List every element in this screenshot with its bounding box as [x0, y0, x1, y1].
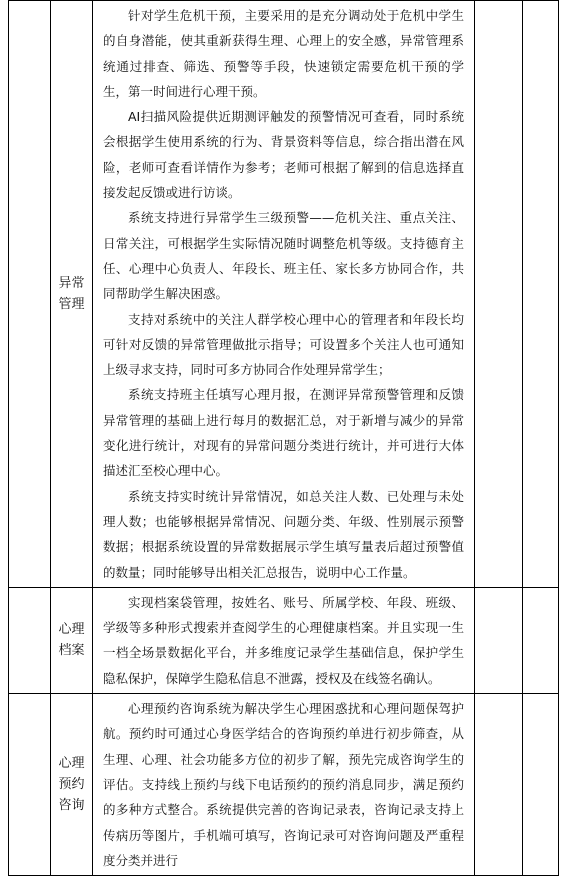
extra-cell: [475, 587, 523, 693]
paragraph: 系统支持班主任填写心理月报，在测评异常预警管理和反馈异常管理的基础上进行每月的数据汇总，对于新增与减少的异常变化进行统计，对现有的异常问题分类进行统计，并可进行大体描述汇至校心理中心。: [103, 387, 464, 479]
extra-cell: [475, 1, 523, 588]
paragraph: 支持对系统中的关注人群学校心理中心的管理者和年段长均可针对反馈的异常管理做批示指导；可设置多个关注人也可通知上级寻求支持，同时可多方协同合作处理异常学生；: [103, 311, 464, 378]
index-cell: [9, 587, 51, 693]
paragraph: 针对学生危机干预，主要采用的是充分调动处于危机中学生的自身潜能，使其重新获得生理、心理上的安全感，异常管理系统通过排查、筛选、预警等手段，快速锁定需要危机干预的学生，第一时间进行心理干预。: [103, 8, 464, 99]
extra-cell: [475, 694, 523, 876]
section-label-cell: [51, 694, 93, 876]
paragraph: 实现档案袋管理，按姓名、账号、所属学校、年段、班级、学级等多种形式搜索并查阅学生的心理健康档案。并且实现一生一档全场景数据化平台，并多维度记录学生基础信息，保护学生隐私保护，保障学生隐私信息不泄露，授权及在线签名确认。: [103, 594, 464, 686]
table-row-appointment: [9, 694, 559, 876]
feature-table: [8, 0, 559, 876]
section-label-cell: [51, 1, 93, 588]
section-content: [93, 1, 475, 588]
paragraph: 系统支持进行异常学生三级预警——危机关注、重点关注、日常关注，可根据学生实际情况随时调整危机等级。支持德育主任、心理中心负责人、年段长、班主任、家长多方协同合作，共同帮助学生解决困惑。: [103, 210, 464, 302]
section-label: 异常管理: [58, 275, 85, 312]
index-cell: [9, 694, 51, 876]
section-content: [93, 694, 475, 876]
table-row-exception-management: [9, 1, 559, 588]
section-label-cell: [51, 587, 93, 693]
paragraph: 心理预约咨询系统为解决学生心理困惑扰和心理问题保驾护航。预约时可通过心身医学结合的咨询预约单进行初步筛查，从生理、心理、社会功能多方位的初步了解，预先完成咨询学生的评估。支持线上预约与线下电话预约的预约消息同步，满足预约的多种方式整合。系统提供完善的咨询记录表，咨询记录支持上传病历等图片，手机端可填写，咨询记录可对咨询问题及严重程度分类并进行: [103, 701, 464, 868]
extra-cell: [523, 587, 559, 693]
paragraph: 系统支持实时统计异常情况，如总关注人数、已处理与未处理人数；也能够根据异常情况、问题分类、年级、性别展示预警数据；根据系统设置的异常数据展示学生填写量表后超过预警值的数量；同时能够导出相关汇总报告，说明中心工作量。: [103, 488, 464, 580]
index-cell: [9, 1, 51, 588]
section-content: [93, 587, 475, 693]
table-row-psych-archive: [9, 587, 559, 693]
section-label: 心理档案: [58, 622, 85, 659]
extra-cell: [523, 1, 559, 588]
section-label: 心理预约咨询: [58, 756, 85, 814]
paragraph: AI扫描风险提供近期测评触发的预警情况可查看，同时系统会根据学生使用系统的行为、背景资料等信息，综合指出潜在风险，老师可查看详情作为参考；老师可根据了解到的信息选择直接发起反馈或进行访谈。: [103, 109, 464, 201]
extra-cell: [523, 694, 559, 876]
